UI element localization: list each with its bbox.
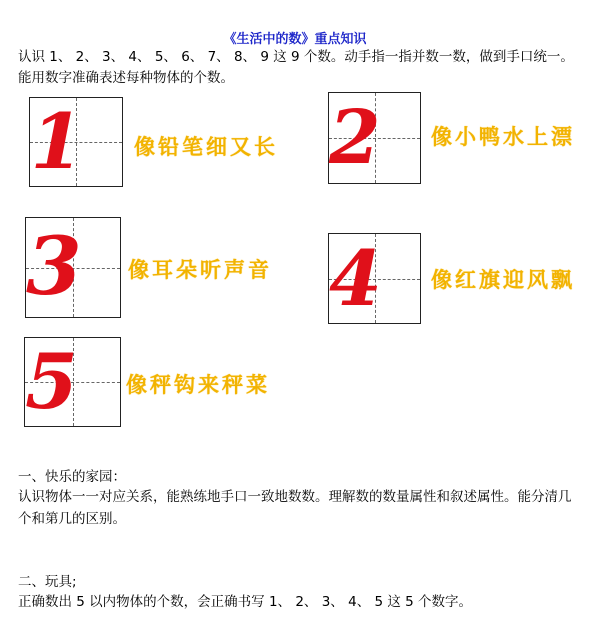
writing-grid — [328, 233, 421, 324]
document-title: 《生活中的数》重点知识 — [223, 32, 367, 47]
digit-glyph: 5 — [25, 337, 78, 426]
digit-phrase: 像铅笔细又长 — [134, 135, 278, 159]
digit-glyph: 2 — [329, 95, 381, 181]
writing-grid — [29, 97, 123, 187]
intro-paragraph: 认识 1、 2、 3、 4、 5、 6、 7、 8、 9 这 9 个数。动手指一指并数一数，做到手口统一。能用数字准确表述每种物体的个数。 — [18, 49, 574, 86]
digit-glyph: 3 — [26, 219, 82, 313]
digit-phrase: 像红旗迎风飘 — [431, 268, 575, 292]
writing-grid — [24, 337, 121, 427]
digit-phrase: 像耳朵听声音 — [128, 258, 272, 282]
section-body-2: 正确数出 5 以内物体的个数，会正确书写 1、 2、 3、 4、 5 这 5 个数字。 — [18, 594, 473, 610]
digit-phrase: 像小鸭水上漂 — [431, 125, 575, 149]
writing-grid — [25, 217, 121, 318]
section-body-1: 认识物体一一对应关系，能熟练地手口一致地数数。理解数的数量属性和叙述属性。能分清几个和第几的区别。 — [18, 489, 572, 527]
digit-glyph: 4 — [329, 234, 382, 323]
section-heading-1: 一、快乐的家园： — [18, 469, 126, 485]
digit-phrase: 像秤钩来秤菜 — [126, 373, 270, 397]
writing-grid — [328, 92, 421, 184]
section-heading-2: 二、玩具; — [18, 574, 77, 590]
digit-glyph: 1 — [30, 97, 84, 186]
